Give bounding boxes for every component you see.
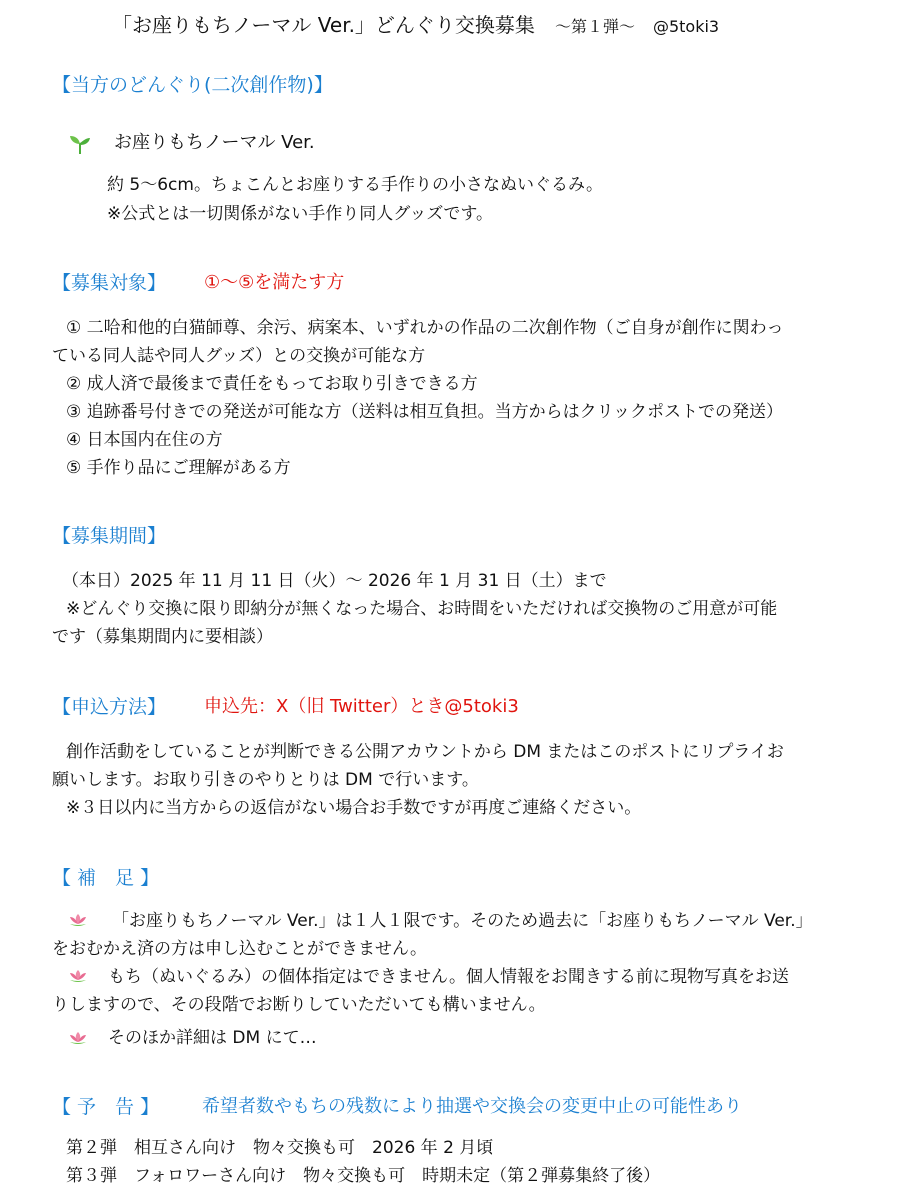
preview-line-2: 第３弾 フォロワーさん向け 物々交換も可 時期未定（第２弾募集終了後） — [66, 1166, 661, 1186]
sprout-icon — [68, 133, 92, 155]
offer-line-2: ※公式とは一切関係がない手作り同人グッズです。 — [107, 204, 494, 224]
apply-destination: 申込先：X（旧 Twitter）とき@5toki3 — [204, 696, 519, 717]
apply-line-2: 願いします。お取り引きのやりとりは DM で行います。 — [52, 770, 479, 790]
lotus-icon — [68, 913, 88, 927]
preview-heading: 【 予 告 】 — [52, 1096, 160, 1118]
offer-heading: 【当方のどんぐり(二次創作物)】 — [52, 74, 333, 96]
preview-note: 希望者数やもちの残数により抽選や交換会の変更中止の可能性あり — [202, 1096, 742, 1117]
title-main: 「お座りもちノーマル Ver.」どんぐり交換募集 — [112, 13, 535, 37]
target-line-2: ている同人誌や同人グッズ）との交換が可能な方 — [52, 346, 426, 366]
target-heading-label: 【募集対象】 — [52, 272, 167, 294]
lotus-icon — [68, 1031, 88, 1045]
target-line-6: ⑤ 手作り品にご理解がある方 — [66, 458, 291, 478]
notes-heading: 【 補 足 】 — [52, 867, 160, 889]
apply-line-3: ※３日以内に当方からの返信がない場合お手数ですが再度ご連絡ください。 — [66, 798, 642, 818]
apply-heading: 【申込方法】 — [52, 696, 167, 718]
preview-line-1: 第２弾 相互さん向け 物々交換も可 2026 年 2 月頃 — [66, 1138, 494, 1158]
target-heading — [52, 271, 166, 295]
period-line-1: （本日）2025 年 11 月 11 日（火）〜 2026 年 1 月 31 日（土）まで — [62, 571, 607, 591]
target-line-5: ④ 日本国内在住の方 — [66, 430, 223, 450]
title-handle: @5toki3 — [652, 17, 720, 36]
target-line-1: ① 二哈和他的白猫師尊、余污、病案本、いずれかの作品の二次創作物（ご自身が創作に関わっ — [66, 318, 784, 338]
period-line-3: です（募集期間内に要相談） — [52, 627, 273, 647]
period-line-2: ※どんぐり交換に限り即納分が無くなった場合、お時間をいただければ交換物のご用意が可能 — [66, 599, 778, 619]
notes-line-5: そのほか詳細は DM にて… — [108, 1028, 317, 1048]
offer-line-1: 約 5〜6cm。ちょこんとお座りする手作りの小さなぬいぐるみ。 — [107, 175, 603, 195]
notes-line-4: りしますので、その段階でお断りしていただいても構いません。 — [52, 995, 546, 1015]
notes-line-1: 「お座りもちノーマル Ver.」は１人１限です。そのため過去に「お座りもちノーマル Ver.」 — [112, 911, 813, 931]
title-sub: 〜第１弾〜 — [554, 17, 635, 36]
apply-line-1: 創作活動をしていることが判断できる公開アカウントから DM またはこのポストにリプライお — [66, 742, 784, 762]
period-heading: 【募集期間】 — [52, 525, 167, 547]
target-condition: ①〜⑤を満たす方 — [204, 272, 345, 293]
lotus-icon — [68, 969, 88, 983]
target-line-4: ③ 追跡番号付きでの発送が可能な方（送料は相互負担。当方からはクリックポストでの発送） — [66, 402, 783, 422]
notes-line-2: をおむかえ済の方は申し込むことができません。 — [52, 939, 428, 959]
page-title — [112, 12, 719, 40]
notes-line-3: もち（ぬいぐるみ）の個体指定はできません。個人情報をお聞きする前に現物写真をお送 — [108, 967, 790, 987]
target-line-3: ② 成人済で最後まで責任をもってお取り引きできる方 — [66, 374, 478, 394]
offer-item-name: お座りもちノーマル Ver. — [114, 132, 315, 153]
